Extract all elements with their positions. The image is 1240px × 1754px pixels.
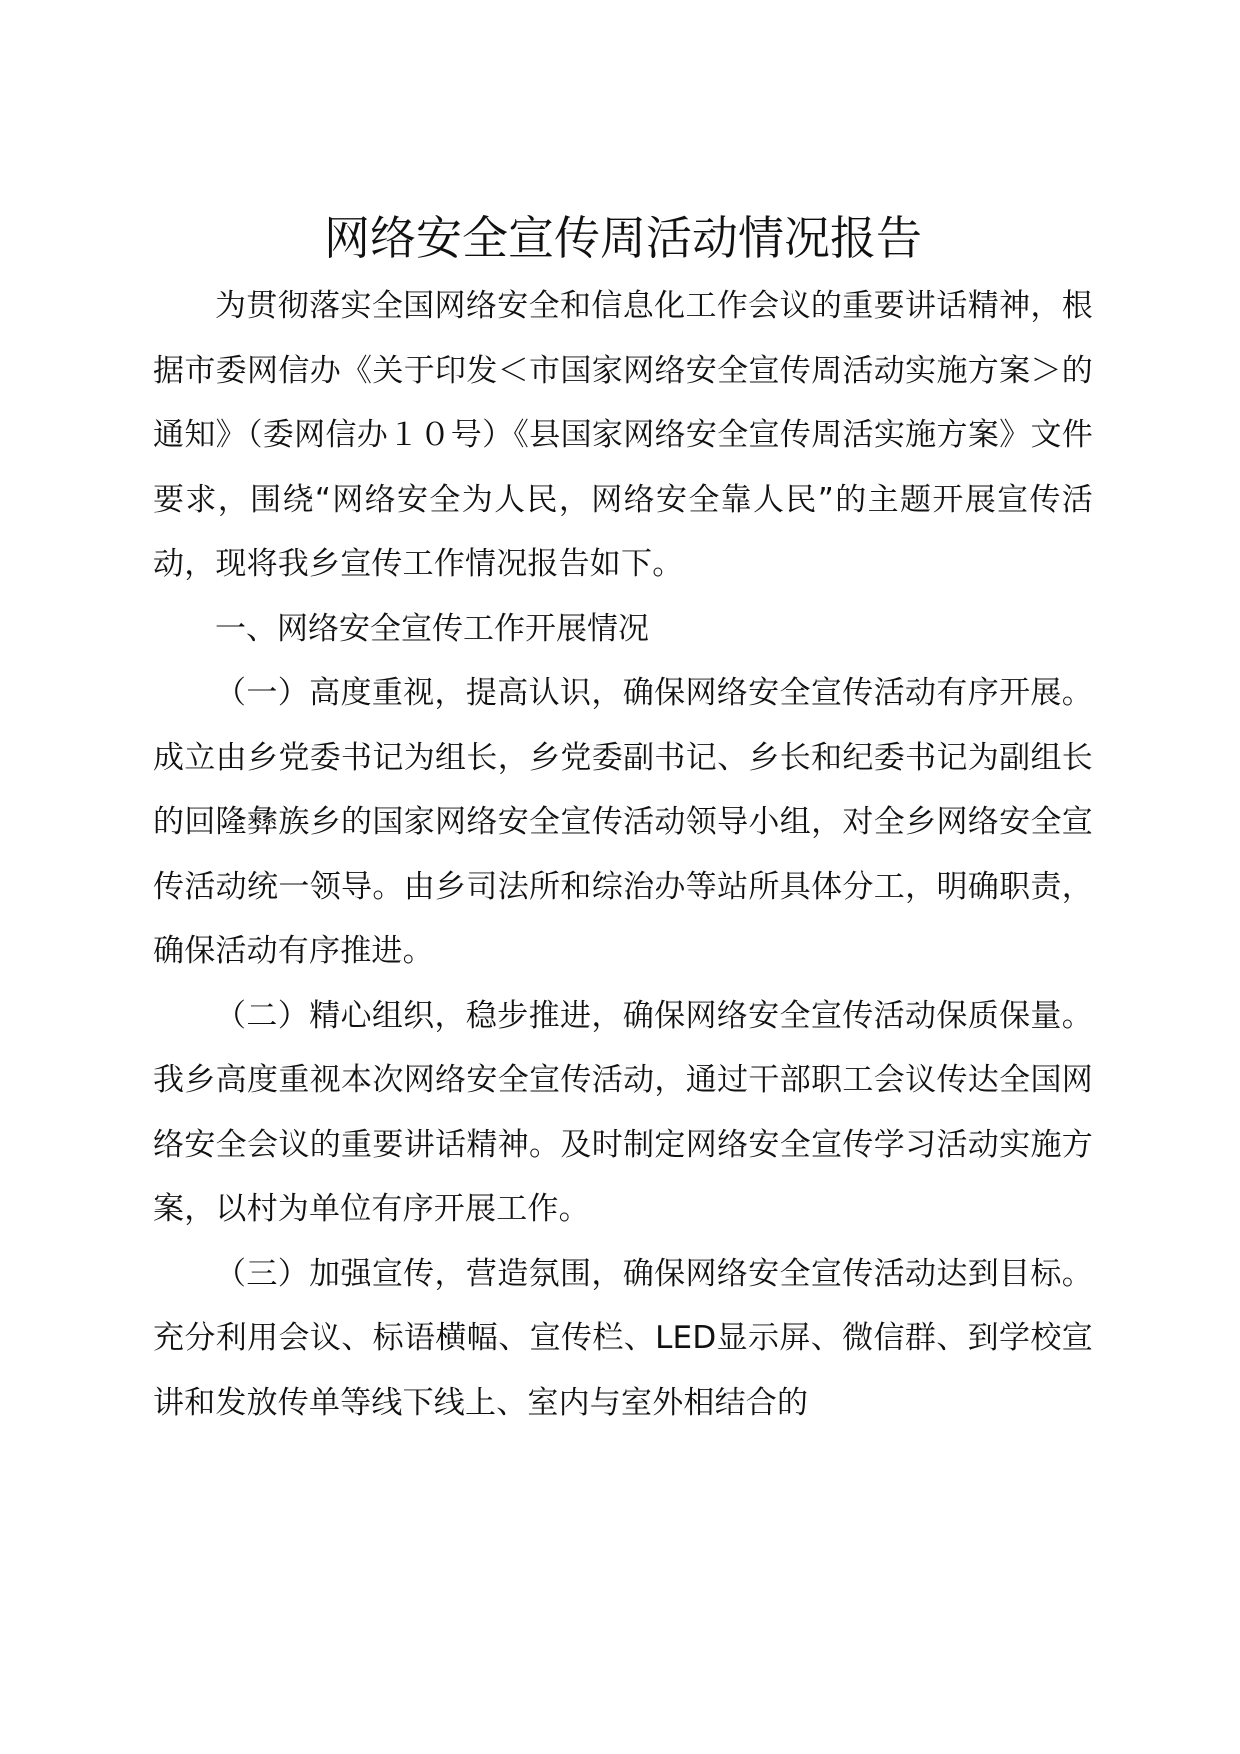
document-title: 网络安全宣传周活动情况报告	[324, 211, 922, 265]
paragraph-item-1: （一）高度重视，提高认识，确保网络安全宣传活动有序开展。成立由乡党委书记为组长，乡党委副书记、乡长和纪委书记为副组长的回隆彝族乡的国家网络安全宣传活动领导小组，对全乡网络安全宣传活动统一领导。由乡司法所和综治办等站所具体分工，明确职责，确保活动有序推进。	[153, 675, 1093, 969]
paragraph-item-2: （二）精心组织，稳步推进，确保网络安全宣传活动保质保量。我乡高度重视本次网络安全宣传活动，通过干部职工会议传达全国网络安全会议的重要讲话精神。及时制定网络安全宣传学习活动实施方案，以村为单位有序开展工作。	[153, 997, 1093, 1227]
paragraph-intro: 为贯彻落实全国网络安全和信息化工作会议的重要讲话精神，根据市委网信办《关于印发＜市国家网络安全宣传周活动实施方案＞的通知》（委网信办１０号）《县国家网络安全宣传周活实施方案》文件要求，围绕“网络安全为人民，网络安全靠人民”的主题开展宣传活动，现将我乡宣传工作情况报告如下。	[153, 288, 1093, 582]
section-heading: 一、网络安全宣传工作开展情况	[215, 610, 649, 647]
document-body	[153, 206, 1093, 1435]
paragraph-item-3: （三）加强宣传，营造氛围，确保网络安全宣传活动达到目标。充分利用会议、标语横幅、宣传栏、LED显示屏、微信群、到学校宣讲和发放传单等线下线上、室内与室外相结合的	[153, 1255, 1093, 1421]
